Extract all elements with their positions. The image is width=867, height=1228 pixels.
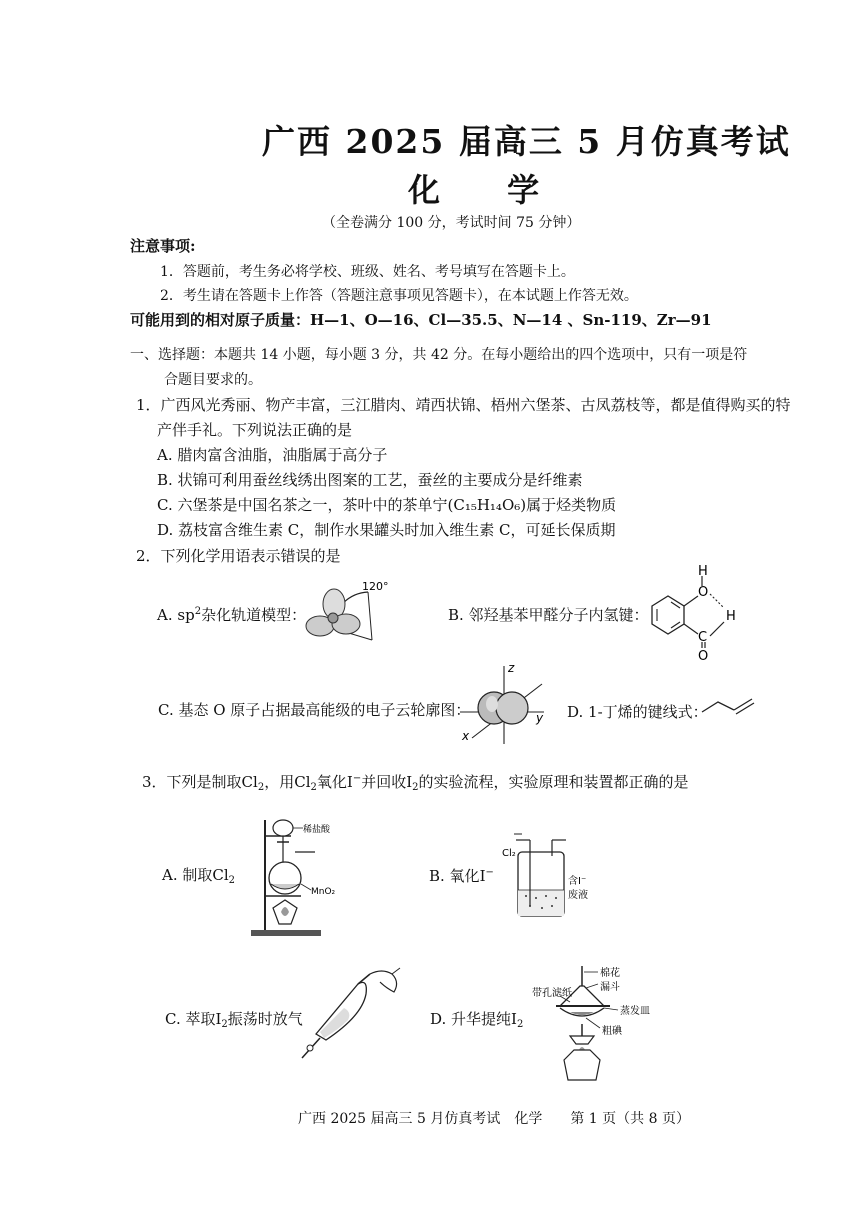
q3-cl2-a-sub: 2 — [257, 782, 265, 793]
page-footer: 广西 2025 届高三 5 月仿真考试 化学 第 1 页（共 8 页） — [298, 1111, 690, 1127]
q3-iodide: I — [346, 773, 353, 791]
notice-item-1: 1．答题前，考生务必将学校、班级、姓名、考号填写在答题卡上。 — [160, 264, 575, 280]
label-filter-paper: 带孔滤纸 — [532, 988, 572, 999]
tannin-formula: (C₁₅H₁₄O₆) — [447, 496, 527, 514]
label-evaporating-dish: 蒸发皿 — [620, 1006, 650, 1017]
label-funnel: 漏斗 — [600, 982, 620, 993]
q1-option-d: D. 荔枝富含维生素 C，制作水果罐头时加入维生素 C，可延长保质期 — [157, 521, 616, 539]
atomic-masses: 可能用到的相对原子质量：H—1、O—16、Cl—35.5、N—14 、Sn-119、Zr—91 — [130, 311, 712, 329]
p-orbital-figure — [452, 660, 552, 748]
q3-stem — [142, 771, 689, 792]
q2-a-text: 杂化轨道模型： — [201, 606, 307, 624]
angle-label: 120° — [362, 580, 389, 593]
q3-cl2-b-sub: 2 — [310, 782, 317, 793]
label-cotton: 棉花 — [600, 968, 620, 979]
q2-option-c: C. 基态 O 原子占据最高能级的电子云轮廓图： — [158, 701, 471, 719]
label-cl2: Cl₂ — [502, 848, 516, 859]
q3-d-sub: 2 — [516, 1019, 524, 1030]
section1-line2: 合题目要求的。 — [164, 372, 262, 388]
q2-stem: 2．下列化学用语表示错误的是 — [136, 547, 341, 565]
q3-stem-post: 的实验流程，实验原理和装置都正确的是 — [418, 773, 689, 791]
hydroxybenzaldehyde-structure-figure — [638, 566, 748, 662]
q3-b-text: B. 氧化 — [429, 867, 480, 885]
q3-stem-mid2: 氧化 — [316, 773, 347, 791]
q3-stem-mid1: ，用 — [264, 773, 295, 791]
axis-z: z — [508, 661, 515, 675]
q3-option-a — [162, 864, 235, 885]
q3-a-cl: Cl — [212, 866, 229, 884]
q3-option-c — [165, 1008, 303, 1029]
q3-i2-sub: 2 — [412, 782, 419, 793]
q3-b-i: I — [479, 867, 486, 885]
separatory-funnel-figure — [296, 964, 406, 1064]
q2-a-sp: sp — [177, 606, 195, 624]
q3-c-post: 振荡时放气 — [227, 1010, 303, 1028]
exam-title: 广西 2025 届高三 5 月仿真考试 — [262, 122, 791, 161]
label-mno2: MnO₂ — [311, 887, 336, 897]
q3-a-sub: 2 — [228, 875, 236, 886]
q3-c-text: C. 萃取 — [165, 1010, 216, 1028]
q2-option-a — [157, 604, 306, 625]
atom-h-top: H — [698, 564, 708, 579]
atom-c: C — [698, 630, 708, 645]
q3-cl2-b: Cl — [294, 773, 311, 791]
q1-option-b: B. 状锦可利用蚕丝线绣出图案的工艺，蚕丝的主要成分是纤维素 — [157, 471, 583, 489]
q2-option-d: D. 1-丁烯的键线式： — [567, 703, 708, 721]
label-crude-iodine: 粗碘 — [602, 1026, 622, 1037]
label-dilute-hcl: 稀盐酸 — [303, 825, 331, 835]
q3-b-charge: − — [485, 867, 494, 878]
section1-line1: 一、选择题：本题共 14 小题，每小题 3 分，共 42 分。在每小题给出的四个选项中，只有一项是符 — [130, 347, 748, 363]
q1-stem-line2: 产伴手礼。下列说法正确的是 — [157, 421, 353, 439]
q2-a-prefix: A. — [157, 606, 173, 624]
sublimation-apparatus-figure — [530, 962, 680, 1090]
atom-h-right: H — [726, 609, 736, 624]
q3-option-b — [429, 865, 494, 886]
q3-stem-mid3: 并回收 — [361, 773, 407, 791]
q3-c-sub: 2 — [221, 1019, 228, 1030]
q3-i2: I — [406, 773, 413, 791]
subject-title: 化 学 — [408, 171, 568, 209]
q3-iodide-charge: − — [352, 773, 362, 784]
q3-d-text: D. 升华提纯 — [430, 1010, 512, 1028]
notice-item-2: 2．考生请在答题卡上作答（答题注意事项见答题卡），在本试题上作答无效。 — [160, 288, 638, 304]
q3-d-i: I — [511, 1010, 517, 1028]
1-butene-skeletal-figure — [700, 694, 756, 718]
q3-a-text: A. 制取 — [162, 866, 213, 884]
q3-stem-pre: 3．下列是制取 — [142, 773, 242, 791]
axis-y: y — [536, 711, 544, 725]
notice-heading: 注意事项: — [130, 237, 196, 255]
q2-a-sup: 2 — [194, 606, 202, 617]
chlorine-generator-figure — [245, 812, 355, 940]
sp2-orbital-model-figure — [298, 578, 388, 652]
q1-option-a: A. 腊肉富含油脂，油脂属于高分子 — [157, 446, 388, 464]
label-iodide-waste-2: 废液 — [568, 890, 588, 901]
gas-washing-bottle-figure — [496, 832, 616, 922]
axis-x: x — [462, 729, 470, 743]
q3-c-i: I — [215, 1010, 222, 1028]
atom-o: O — [698, 585, 709, 600]
label-iodide-waste-1: 含I⁻ — [568, 876, 587, 887]
q1-option-c-pre: C. 六堡茶是中国名茶之一，茶叶中的茶单宁 — [157, 496, 448, 514]
q3-cl2-a: Cl — [241, 773, 258, 791]
q1-option-c — [157, 494, 616, 515]
exam-info: （全卷满分 100 分，考试时间 75 分钟） — [322, 215, 581, 231]
q3-option-d — [430, 1008, 523, 1029]
q2-option-b: B. 邻羟基苯甲醛分子内氢键： — [448, 606, 649, 624]
q1-stem-line1: 1．广西风光秀丽、物产丰富，三江腊肉、靖西状锦、梧州六堡茶、古凤荔枝等，都是值得购买的特 — [136, 396, 791, 414]
atom-o-bottom: O — [698, 649, 709, 664]
q1-option-c-post: 属于烃类物质 — [526, 496, 617, 514]
